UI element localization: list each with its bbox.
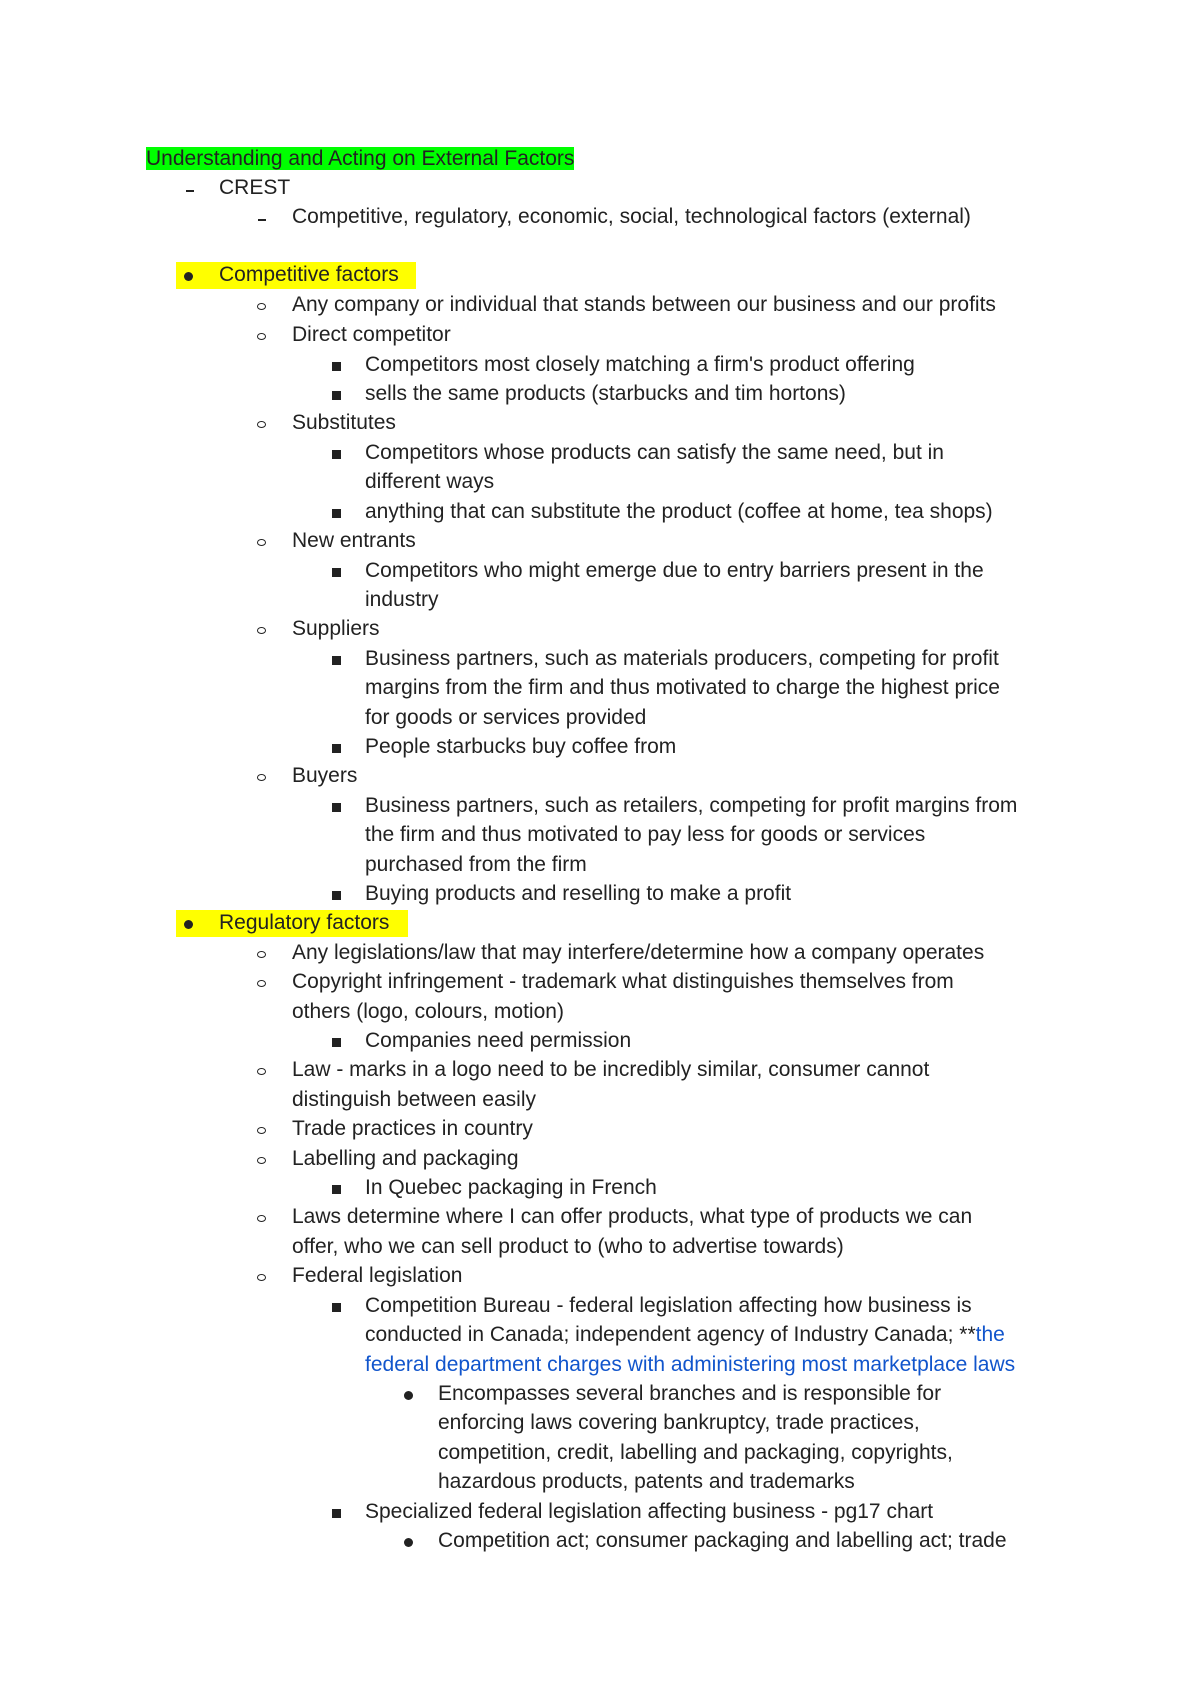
square-bullet (332, 891, 341, 900)
regulatory-item-6-line-2: offer, who we can sell product to (who to advertise towards) (292, 1235, 844, 1258)
substitutes-bullet-2: anything that can substitute the product (coffee at home, tea shops) (365, 500, 993, 523)
square-bullet (332, 450, 341, 459)
hollow-circle-bullet (257, 1274, 266, 1281)
specialized-legislation: Specialized federal legislation affecting business - pg17 chart (365, 1500, 934, 1523)
regulatory-item-3-line-1: Law - marks in a logo need to be incredibly similar, consumer cannot (292, 1058, 930, 1081)
filled-dot-bullet (184, 920, 193, 929)
bureau-line-2-text: conducted in Canada; independent agency of Industry Canada; ** (365, 1323, 976, 1346)
square-bullet (332, 568, 341, 577)
square-bullet (332, 509, 341, 518)
regulatory-item-6-line-1: Laws determine where I can offer products, what type of products we can (292, 1205, 973, 1228)
buyers-bullet-2: Buying products and reselling to make a profit (365, 882, 792, 905)
buyers-bullet-1-line-3: purchased from the firm (365, 853, 587, 876)
square-bullet (332, 362, 341, 371)
direct-competitor-bullet-1: Competitors most closely matching a firm's product offering (365, 353, 915, 376)
buyers-bullet-1-line-1: Business partners, such as retailers, competing for profit margins from (365, 794, 1018, 817)
bureau-sub-line-2: enforcing laws covering bankruptcy, trade practices, (438, 1411, 920, 1434)
filled-dot-bullet (404, 1538, 413, 1547)
regulatory-item-2-line-2: others (logo, colours, motion) (292, 1000, 564, 1023)
bureau-sub-line-4: hazardous products, patents and trademarks (438, 1470, 855, 1493)
crest-label: CREST (219, 176, 291, 199)
regulatory-item-4: Trade practices in country (292, 1117, 533, 1140)
suppliers-bullet-1-line-3: for goods or services provided (365, 706, 647, 729)
suppliers-label: Suppliers (292, 617, 380, 640)
square-bullet (332, 656, 341, 665)
new-entrants-bullet-1-line-2: industry (365, 588, 439, 611)
bureau-line-1: Competition Bureau - federal legislation affecting how business is (365, 1294, 972, 1317)
suppliers-bullet-1-line-2: margins from the firm and thus motivated to charge the highest price (365, 676, 1000, 699)
document-title: Understanding and Acting on External Factors (146, 147, 575, 170)
regulatory-item-3-line-2: distinguish between easily (292, 1088, 536, 1111)
bureau-sub-line-1: Encompasses several branches and is responsible for (438, 1382, 942, 1405)
dash-bullet (186, 190, 194, 192)
bureau-line-2 (365, 1320, 1005, 1349)
square-bullet (332, 1509, 341, 1518)
regulatory-item-7: Federal legislation (292, 1264, 463, 1287)
regulatory-item-1: Any legislations/law that may interfere/determine how a company operates (292, 941, 985, 964)
regulatory-heading: Regulatory factors (219, 911, 390, 934)
substitutes-bullet-1-line-2: different ways (365, 470, 495, 493)
regulatory-item-5-bullet: In Quebec packaging in French (365, 1176, 657, 1199)
square-bullet (332, 1038, 341, 1047)
filled-dot-bullet (404, 1391, 413, 1400)
competitive-intro: Any company or individual that stands between our business and our profits (292, 293, 996, 316)
direct-competitor-label: Direct competitor (292, 323, 451, 346)
hollow-circle-bullet (257, 1157, 266, 1164)
suppliers-bullet-2: People starbucks buy coffee from (365, 735, 677, 758)
regulatory-item-2-line-1: Copyright infringement - trademark what distinguishes themselves from (292, 970, 954, 993)
hollow-circle-bullet (257, 303, 266, 310)
hollow-circle-bullet (257, 951, 266, 958)
square-bullet (332, 803, 341, 812)
hollow-circle-bullet (257, 539, 266, 546)
regulatory-item-2-bullet: Companies need permission (365, 1029, 632, 1052)
hollow-circle-bullet (257, 774, 266, 781)
hollow-circle-bullet (257, 1068, 266, 1075)
hollow-circle-bullet (257, 1215, 266, 1222)
bureau-line-2-blue: the (975, 1323, 1005, 1346)
direct-competitor-bullet-2: sells the same products (starbucks and tim hortons) (365, 382, 846, 405)
specialized-sub: Competition act; consumer packaging and labelling act; trade (438, 1529, 1007, 1552)
bureau-sub-line-3: competition, credit, labelling and packaging, copyrights, (438, 1441, 953, 1464)
square-bullet (332, 1303, 341, 1312)
new-entrants-label: New entrants (292, 529, 416, 552)
hollow-circle-bullet (257, 421, 266, 428)
competitive-heading: Competitive factors (219, 263, 399, 286)
dash-bullet (258, 219, 266, 221)
filled-dot-bullet (184, 272, 193, 281)
new-entrants-bullet-1-line-1: Competitors who might emerge due to entry barriers present in the (365, 559, 984, 582)
crest-detail: Competitive, regulatory, economic, social, technological factors (external) (292, 205, 971, 228)
substitutes-label: Substitutes (292, 411, 396, 434)
hollow-circle-bullet (257, 333, 266, 340)
substitutes-bullet-1-line-1: Competitors whose products can satisfy the same need, but in (365, 441, 944, 464)
buyers-bullet-1-line-2: the firm and thus motivated to pay less for goods or services (365, 823, 926, 846)
hollow-circle-bullet (257, 1127, 266, 1134)
hollow-circle-bullet (257, 627, 266, 634)
regulatory-item-5: Labelling and packaging (292, 1147, 519, 1170)
square-bullet (332, 1185, 341, 1194)
hollow-circle-bullet (257, 980, 266, 987)
square-bullet (332, 744, 341, 753)
buyers-label: Buyers (292, 764, 358, 787)
bureau-line-3: federal department charges with administering most marketplace laws (365, 1353, 1016, 1376)
suppliers-bullet-1-line-1: Business partners, such as materials producers, competing for profit (365, 647, 999, 670)
square-bullet (332, 391, 341, 400)
